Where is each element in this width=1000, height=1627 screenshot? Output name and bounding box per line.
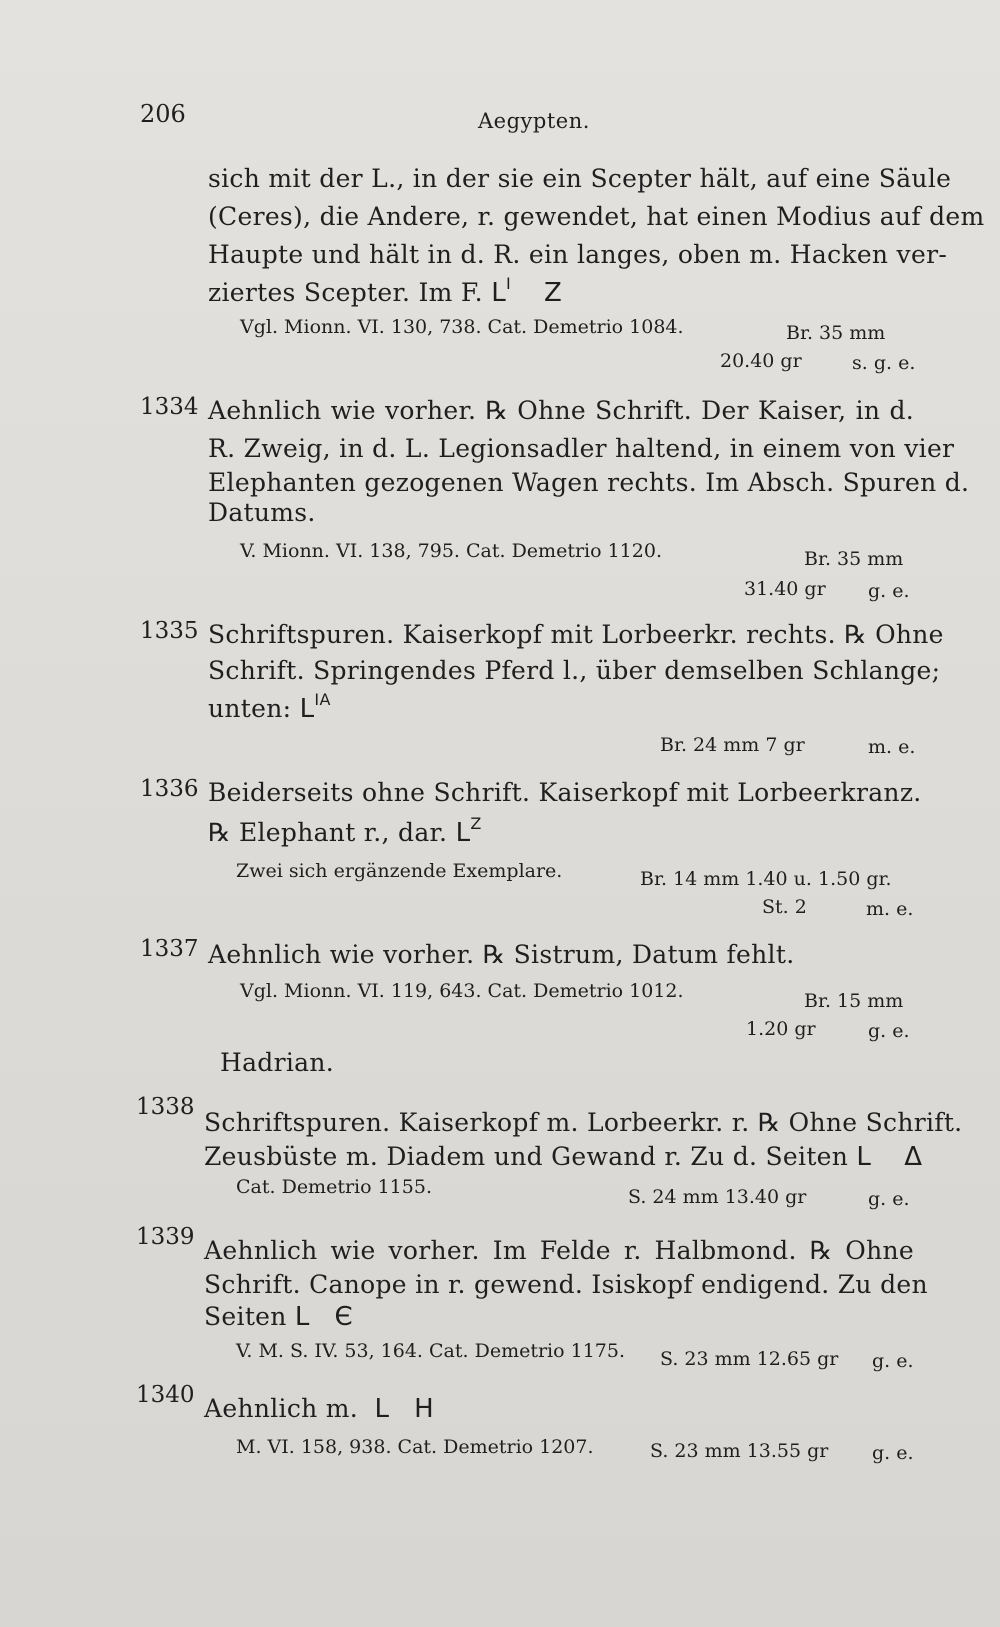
coin-symbol-superscript: I — [505, 274, 512, 293]
entry-number: 1334 — [140, 394, 199, 420]
coin-symbol-l: L — [294, 1302, 310, 1332]
coin-grade: g. e. — [868, 580, 910, 602]
page-number: 206 — [140, 100, 186, 128]
coin-size-weight: S. 24 mm 13.40 gr — [628, 1186, 807, 1208]
coin-grade: m. e. — [866, 898, 914, 920]
entry-text-line: Aehnlich wie vorher. ℞ Sistrum, Datum fehlt. — [208, 940, 795, 969]
coin-symbol-h: H — [414, 1394, 434, 1424]
entry-number: 1335 — [140, 618, 199, 644]
coin-size: Br. 35 mm — [804, 548, 904, 570]
coin-symbol-l: L — [455, 818, 471, 848]
entry-text-line: unten: $L^{IA}$ — [208, 690, 331, 724]
coin-size: Br. 35 mm — [786, 322, 886, 344]
coin-grade: g. e. — [872, 1442, 914, 1464]
coin-symbol-l: L — [856, 1142, 872, 1172]
coin-weight: 31.40 gr — [744, 578, 826, 600]
coin-grade: m. e. — [868, 736, 916, 758]
entry-text-line: Aehnlich wie vorher. ℞ Ohne Schrift. Der Kaiser, in d. — [208, 396, 914, 425]
entry-number: 1336 — [140, 776, 199, 802]
entry-text-line: (Ceres), die Andere, r. gewendet, hat einen Modius auf dem — [208, 202, 985, 231]
catalog-reference: M. VI. 158, 938. Cat. Demetrio 1207. — [236, 1436, 594, 1458]
entry-text-line: Seiten L Є — [204, 1302, 353, 1332]
entry-text-line: ℞ Elephant r., dar. $L^Z$ — [208, 814, 482, 848]
entry-number: 1338 — [136, 1094, 195, 1120]
catalog-reference: Vgl. Mionn. VI. 119, 643. Cat. Demetrio 1012. — [240, 980, 684, 1002]
entry-text-line: Elephanten gezogenen Wagen rechts. Im Absch. Spuren d. — [208, 468, 970, 497]
entry-text-line: sich mit der L., in der sie ein Scepter hält, auf eine Säule — [208, 164, 952, 193]
catalog-reference: Vgl. Mionn. VI. 130, 738. Cat. Demetrio 1084. — [240, 316, 684, 338]
coin-die-state: St. 2 — [762, 896, 807, 918]
entry-text-line: Haupte und hält in d. R. ein langes, oben m. Hacken ver- — [208, 240, 948, 269]
coin-size: Br. 14 mm 1.40 u. 1.50 gr. — [640, 868, 892, 890]
coin-size-weight: Br. 24 mm 7 gr — [660, 734, 805, 756]
coin-symbol-l: L — [299, 694, 315, 724]
coin-weight: 1.20 gr — [746, 1018, 816, 1040]
coin-symbol-l: L — [491, 278, 506, 308]
catalog-reference: Cat. Demetrio 1155. — [236, 1176, 432, 1198]
coin-symbol-l: L — [374, 1394, 390, 1424]
entry-number: 1339 — [136, 1224, 195, 1250]
coin-symbol-z: Z — [544, 278, 563, 308]
entry-text-line: Schriftspuren. Kaiserkopf m. Lorbeerkr. r. ℞ Ohne Schrift. — [204, 1108, 963, 1137]
running-title: Aegypten. — [478, 109, 590, 133]
coin-grade: g. e. — [868, 1188, 910, 1210]
entry-text-line: Schrift. Springendes Pferd l., über demselben Schlange; — [208, 656, 941, 685]
entry-text-line: Beiderseits ohne Schrift. Kaiserkopf mit Lorbeerkranz. — [208, 778, 922, 807]
coin-weight: 20.40 gr — [720, 350, 802, 372]
entry-number: 1340 — [136, 1382, 195, 1408]
catalog-reference: V. Mionn. VI. 138, 795. Cat. Demetrio 1120. — [240, 540, 662, 562]
entry-text-line: Schriftspuren. Kaiserkopf mit Lorbeerkr. rechts. ℞ Ohne — [208, 620, 944, 649]
coin-symbol-superscript: IA — [314, 690, 331, 709]
coin-grade: s. g. e. — [852, 352, 916, 374]
entry-text-line: Schrift. Canope in r. gewend. Isiskopf endigend. Zu den — [204, 1270, 928, 1299]
coin-size: Br. 15 mm — [804, 990, 904, 1012]
entry-text-line: ziertes Scepter. Im F. $L^I$ Z — [208, 274, 563, 308]
coin-symbol-delta: Δ — [904, 1142, 923, 1172]
catalog-reference: Zwei sich ergänzende Exemplare. — [236, 860, 563, 882]
catalog-reference: V. M. S. IV. 53, 164. Cat. Demetrio 1175. — [236, 1340, 625, 1362]
entry-text-line: Aehnlich m. L H — [204, 1394, 434, 1424]
entry-number: 1337 — [140, 936, 199, 962]
coin-size-weight: S. 23 mm 13.55 gr — [650, 1440, 829, 1462]
coin-symbol-epsilon: Є — [334, 1302, 353, 1332]
coin-symbol-superscript: Z — [470, 814, 482, 833]
entry-text-line: Datums. — [208, 498, 316, 527]
entry-text-line: Aehnlich wie vorher. Im Felde r. Halbmond. ℞ Ohne — [204, 1236, 914, 1265]
coin-grade: g. e. — [872, 1350, 914, 1372]
coin-grade: g. e. — [868, 1020, 910, 1042]
coin-size-weight: S. 23 mm 12.65 gr — [660, 1348, 839, 1370]
entry-text-line: R. Zweig, in d. L. Legionsadler haltend, in einem von vier — [208, 434, 955, 463]
section-heading: Hadrian. — [220, 1048, 335, 1077]
entry-text-line: Zeusbüste m. Diadem und Gewand r. Zu d. Seiten L Δ — [204, 1142, 923, 1172]
